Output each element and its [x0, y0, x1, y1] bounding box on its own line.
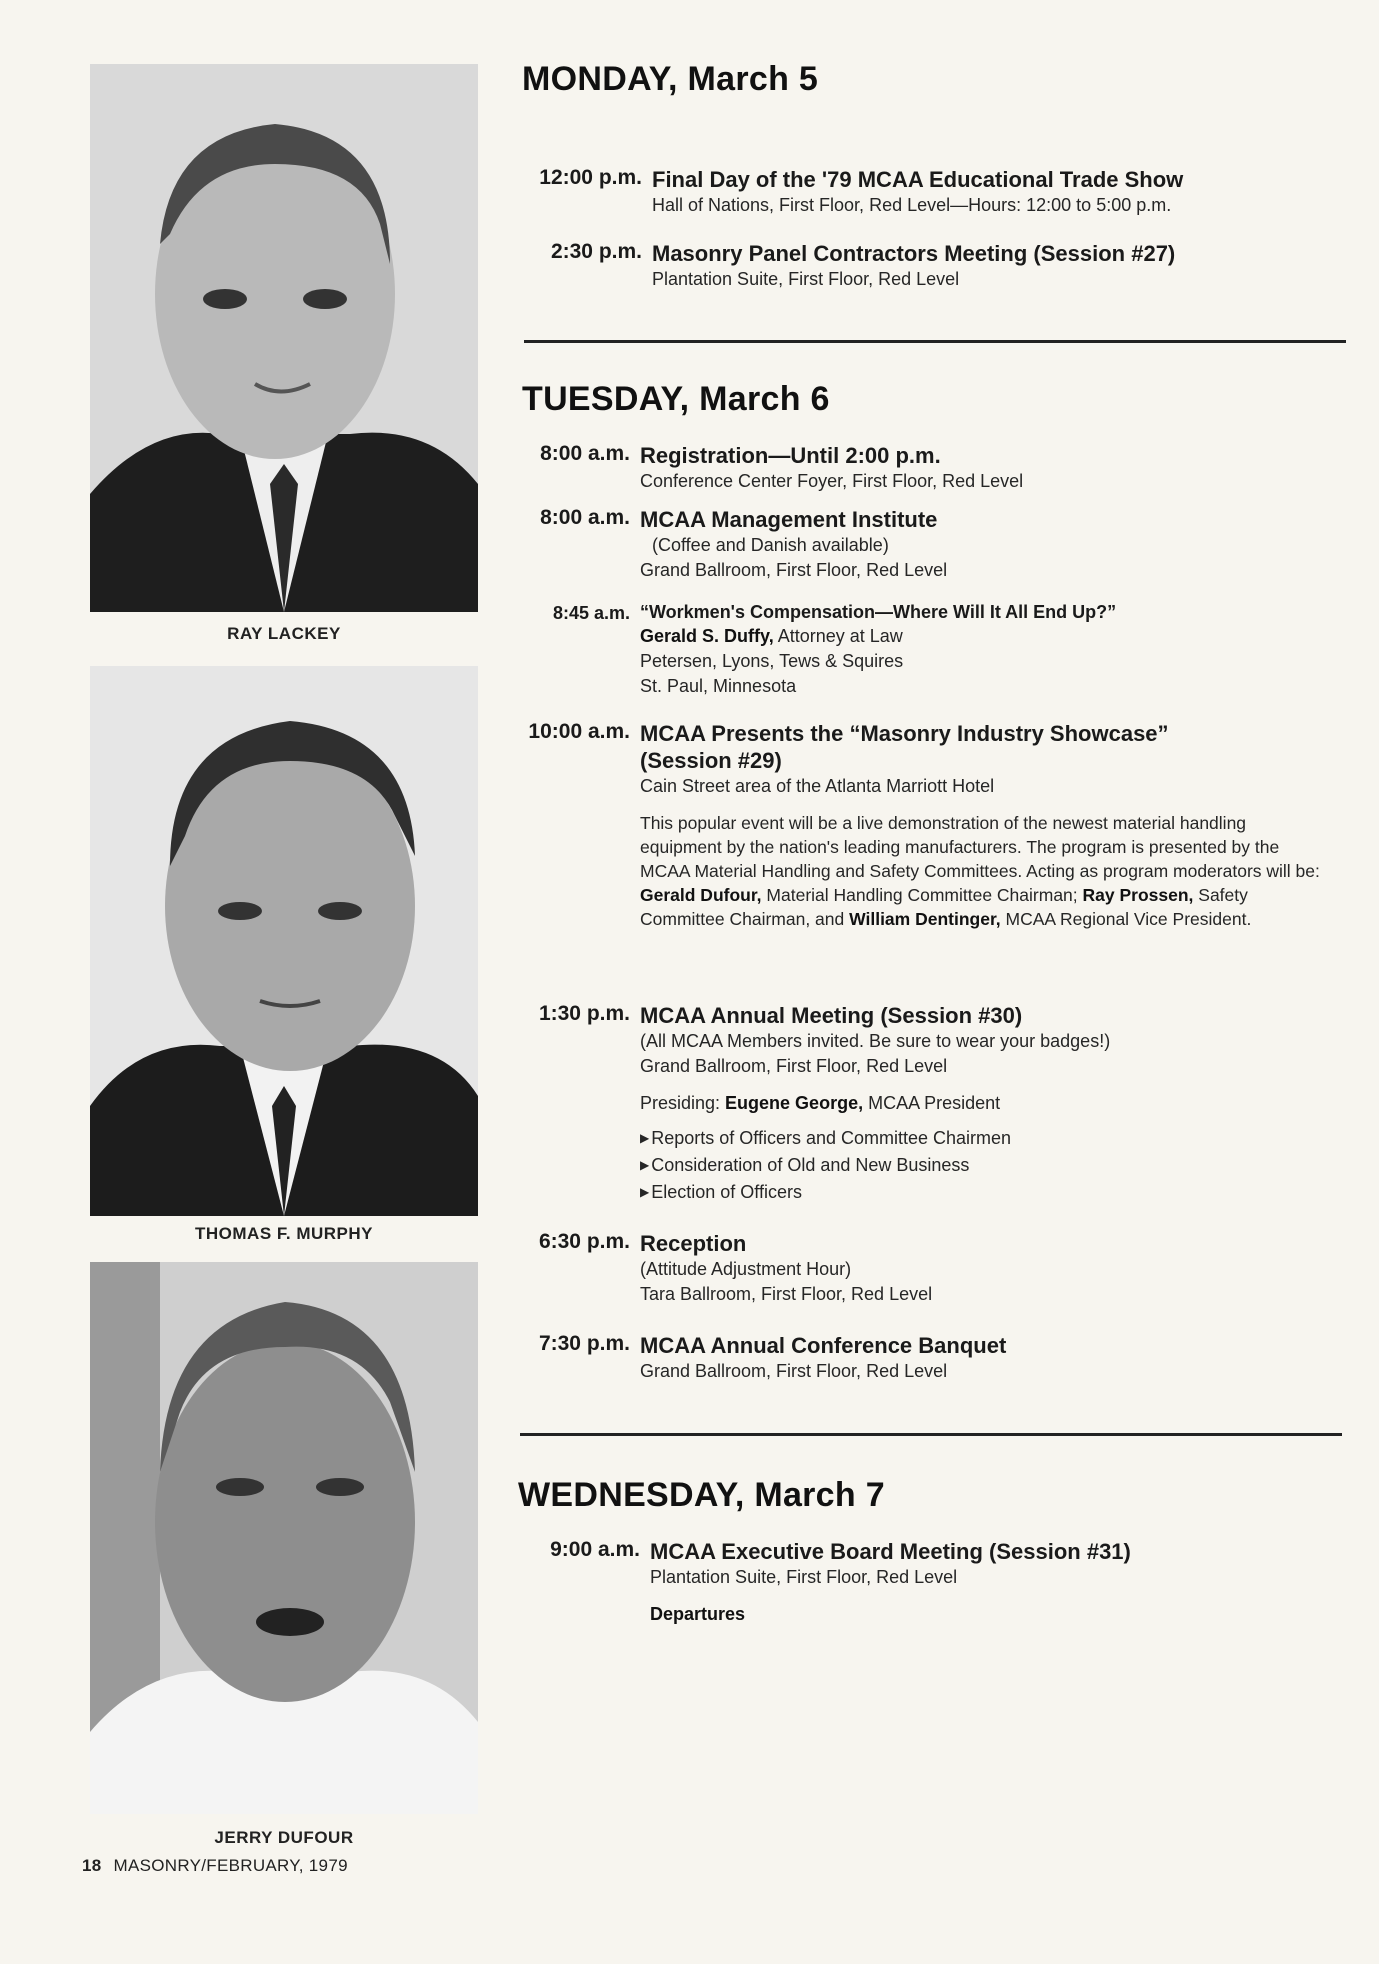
speaker-role: Attorney at Law: [773, 626, 903, 646]
event-tuesday-registration: [500, 442, 1330, 494]
portrait-photo-ray-lackey: [90, 64, 478, 612]
event-time: 1:30 p.m.: [538, 1002, 630, 1025]
presiding-role: MCAA President: [863, 1093, 1001, 1113]
section-divider: [524, 340, 1346, 343]
moderator-name: Ray Prossen,: [1082, 885, 1194, 905]
event-monday-trade-show: [512, 166, 1342, 218]
presiding-label: Presiding:: [640, 1093, 726, 1113]
event-title: MCAA Annual Conference Banquet: [640, 1333, 1007, 1358]
moderator-name: Gerald Dufour,: [640, 885, 762, 905]
day-heading-tuesday: TUESDAY, March 6: [522, 380, 830, 418]
portrait-photo-icon: [90, 64, 478, 612]
event-location: Grand Ballroom, First Floor, Red Level: [640, 1056, 948, 1076]
event-title: MCAA Management Institute: [640, 507, 938, 532]
event-time: 6:30 p.m.: [538, 1230, 630, 1253]
agenda-list: [640, 1126, 1330, 1207]
event-time: 10:00 a.m.: [528, 720, 630, 743]
event-title: MCAA Annual Meeting (Session #30): [640, 1003, 1023, 1028]
event-note: (Attitude Adjustment Hour): [640, 1259, 852, 1279]
event-tuesday-workmens-comp: [500, 600, 1330, 699]
description-text: Safety Committee Chairman, and: [640, 885, 1248, 929]
event-location: Cain Street area of the Atlanta Marriott Hotel: [640, 776, 995, 796]
event-tuesday-banquet: [500, 1332, 1330, 1384]
page-footer: [82, 1856, 348, 1876]
moderator-name: William Dentinger,: [849, 909, 1001, 929]
event-tuesday-management-institute: [500, 506, 1330, 583]
event-title: MCAA Presents the “Masonry Industry Showcase”: [640, 721, 1169, 746]
photo-caption: JERRY DUFOUR: [214, 1828, 354, 1847]
portrait-photo-thomas-murphy: [90, 666, 478, 1216]
event-time: 8:00 a.m.: [540, 506, 630, 529]
event-title: Masonry Panel Contractors Meeting (Session #27): [652, 241, 1176, 266]
event-title: “Workmen's Compensation—Where Will It All End Up?”: [640, 602, 1117, 622]
portrait-photo-icon: [90, 666, 478, 1216]
day-heading-monday: MONDAY, March 5: [522, 60, 819, 98]
event-note: (Coffee and Danish available): [652, 535, 889, 555]
event-time: 7:30 p.m.: [538, 1332, 630, 1355]
presiding-name: Eugene George,: [725, 1093, 864, 1113]
event-location: Plantation Suite, First Floor, Red Level: [650, 1567, 958, 1587]
day-heading-wednesday: WEDNESDAY, March 7: [518, 1476, 885, 1514]
event-title: MCAA Executive Board Meeting (Session #31): [650, 1539, 1131, 1564]
event-location: Grand Ballroom, First Floor, Red Level: [640, 1361, 948, 1381]
event-time: 12:00 p.m.: [539, 166, 642, 189]
speaker-city: St. Paul, Minnesota: [640, 676, 797, 696]
event-location: Grand Ballroom, First Floor, Red Level: [640, 560, 948, 580]
photo-caption: THOMAS F. MURPHY: [195, 1224, 373, 1243]
event-wednesday-executive-board: [510, 1538, 1340, 1627]
speaker-firm: Petersen, Lyons, Tews & Squires: [640, 651, 904, 671]
event-time: 2:30 p.m.: [550, 240, 642, 263]
description-text: MCAA Regional Vice President.: [1000, 909, 1252, 929]
event-time: 9:00 a.m.: [550, 1538, 640, 1561]
event-title: Reception: [640, 1231, 747, 1256]
event-tuesday-reception: [500, 1230, 1330, 1307]
event-description: [640, 811, 1320, 931]
event-location: Tara Ballroom, First Floor, Red Level: [640, 1284, 933, 1304]
event-title: Registration—Until 2:00 p.m.: [640, 443, 941, 468]
event-session: (Session #29): [640, 748, 782, 773]
agenda-item: ▶ Consideration of Old and New Business: [640, 1153, 1330, 1180]
portrait-photo-jerry-dufour: [90, 1262, 478, 1814]
event-location: Conference Center Foyer, First Floor, Red Level: [640, 471, 1024, 491]
description-text: This popular event will be a live demonstration of the newest material handling equipment by the nation's leading manufacturers. The program is presented by the MCAA Material Handling and Safety Committees. Acting as program moderators will be:: [640, 813, 1320, 881]
event-time: 8:00 a.m.: [540, 442, 630, 465]
event-note: (All MCAA Members invited. Be sure to wear your badges!): [640, 1031, 1111, 1051]
event-monday-panel-contractors: [512, 240, 1342, 292]
departures-label: Departures: [650, 1604, 746, 1624]
event-title: Final Day of the '79 MCAA Educational Trade Show: [652, 167, 1184, 192]
speaker-name: Gerald S. Duffy,: [640, 626, 774, 646]
page-number: 18: [82, 1856, 102, 1875]
portrait-photo-icon: [90, 1262, 478, 1814]
photo-caption: RAY LACKEY: [227, 624, 341, 643]
event-time: 8:45 a.m.: [552, 603, 630, 623]
event-location: Hall of Nations, First Floor, Red Level—Hours: 12:00 to 5:00 p.m.: [652, 195, 1172, 215]
publication-info: MASONRY/FEBRUARY, 1979: [113, 1856, 348, 1875]
event-tuesday-showcase: [500, 720, 1330, 931]
event-location: Plantation Suite, First Floor, Red Level: [652, 269, 960, 289]
section-divider: [520, 1433, 1342, 1436]
agenda-item: ▶ Election of Officers: [640, 1180, 1330, 1207]
agenda-item: ▶ Reports of Officers and Committee Chairmen: [640, 1126, 1330, 1153]
description-text: Material Handling Committee Chairman;: [761, 885, 1083, 905]
event-tuesday-annual-meeting: [500, 1002, 1330, 1207]
